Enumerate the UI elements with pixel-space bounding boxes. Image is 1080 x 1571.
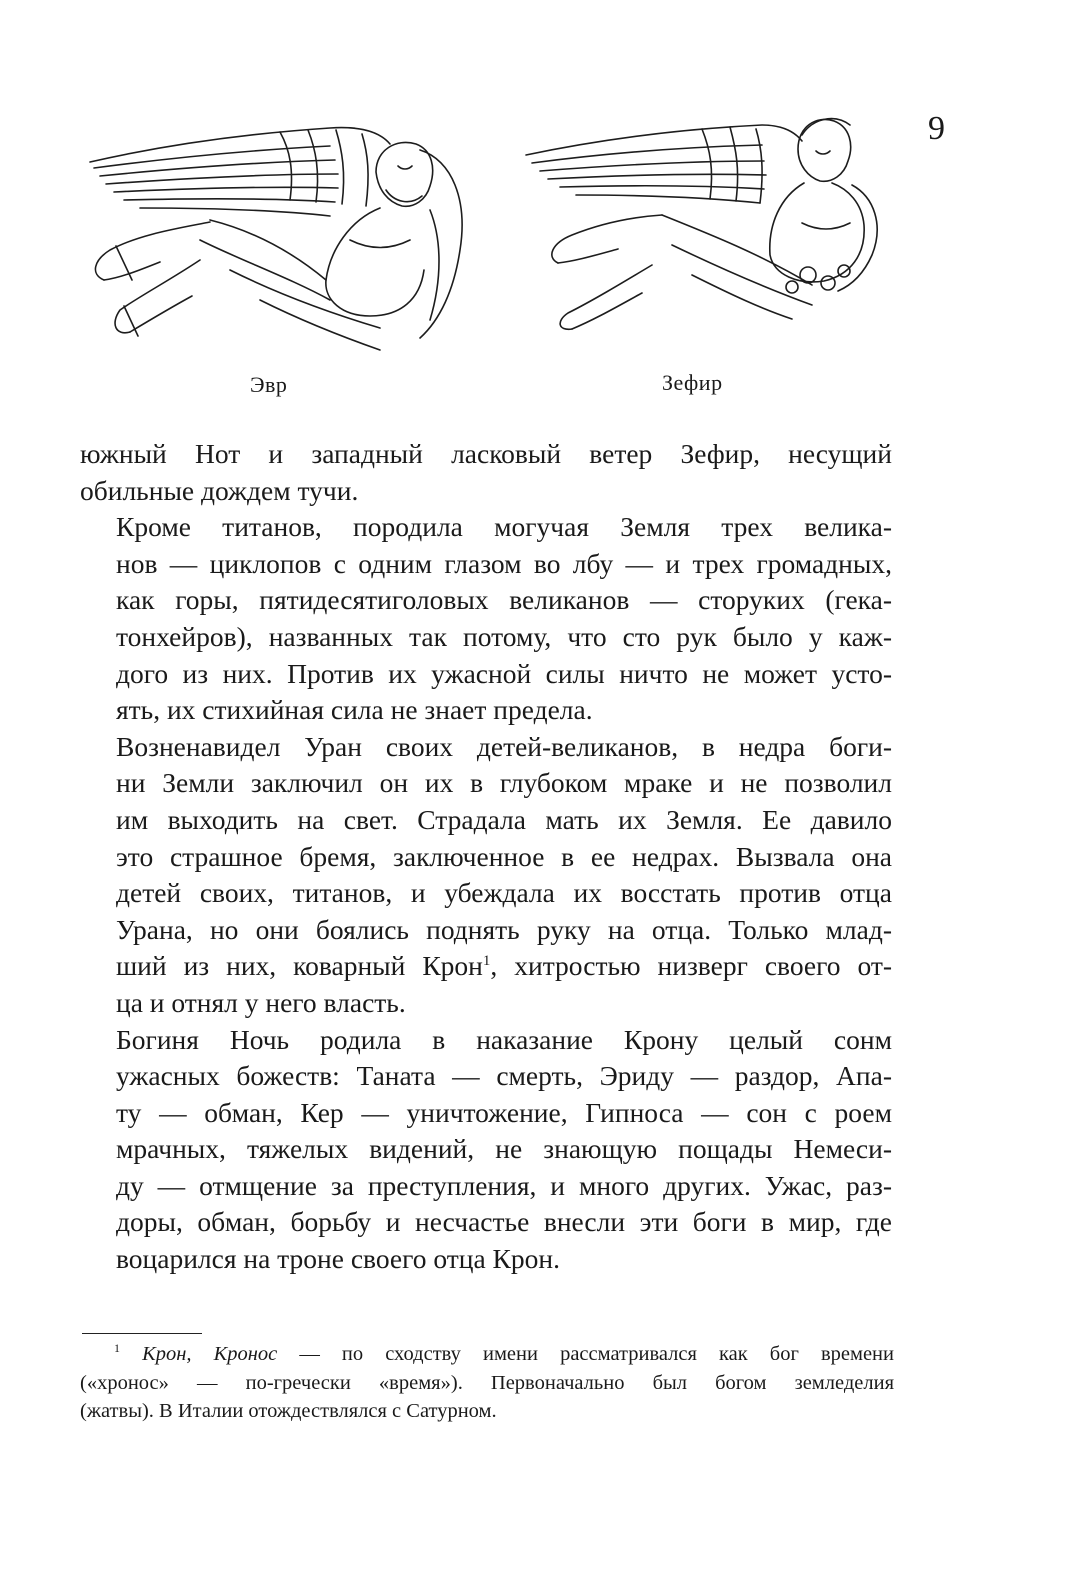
footnote-line: («хронос» — по-гречески «время»). Первоначально был богом земледелия: [80, 1371, 894, 1394]
zefir-engraving: [512, 105, 912, 345]
text-line: детей своих, титанов, и убеждала их восстать против отца: [116, 877, 892, 909]
text-line: нов — циклопов с одним глазом во лбу — и трех громадных,: [116, 547, 892, 579]
footnote-term: Крон, Кронос: [142, 1343, 278, 1365]
text-line: Урана, но они боялись поднять руку на отца. Только млад-: [116, 913, 892, 945]
footnote-divider: [82, 1333, 202, 1334]
body-text: [80, 436, 892, 1278]
text-line: ни Земли заключил он их в глубоком мраке и не позволил: [116, 767, 892, 799]
text-line: мрачных, тяжелых видений, не знающую пощады Немеси-: [116, 1133, 892, 1165]
text-line: Кроме титанов, породила могучая Земля трех велика-: [116, 511, 892, 543]
text-line: ужасных божеств: Таната — смерть, Эриду — раздор, Апа-: [116, 1060, 892, 1092]
text-line: воцарился на троне своего отца Крон.: [116, 1243, 560, 1275]
footnote-line: (жатвы). В Италии отождествлялся с Сатурном.: [80, 1400, 497, 1422]
text-line: Богиня Ночь родила в наказание Крону целый сонм: [116, 1023, 892, 1055]
footnote-ref[interactable]: 1: [482, 953, 491, 970]
text-line: ца и отнял у него власть.: [116, 986, 406, 1018]
text-line: доры, обман, борьбу и несчастье внесли эти боги в мир, где: [116, 1206, 892, 1238]
paragraph-2: [80, 509, 892, 729]
text-line: ту — обман, Кер — уничтожение, Гипноса — сон с роем: [116, 1096, 892, 1128]
footnote-line: [80, 1340, 894, 1369]
text-line-with-note: [80, 948, 892, 985]
paragraph-4: [80, 1022, 892, 1278]
footnote-text: — по сходству имени рассматривался как бог времени: [277, 1343, 894, 1365]
text-line: обильные дождем тучи.: [80, 474, 359, 506]
text-fragment: ший из них, коварный Крон: [116, 950, 483, 982]
caption-zefir: Зефир: [662, 370, 723, 395]
text-line: Возненавидел Уран своих детей-великанов, в недра боги-: [116, 730, 892, 762]
text-line: тонхейров), названных так потому, что сто рук было у каж-: [116, 620, 892, 652]
text-line: как горы, пятидесятиголовых великанов — сторуких (гека-: [116, 584, 892, 616]
text-fragment: , хитростью низверг своего от-: [490, 950, 893, 982]
footnote: [80, 1340, 894, 1426]
text-line: ду — отмщение за преступления, и много других. Ужас, раз-: [116, 1169, 892, 1201]
footnote-marker: 1: [114, 1341, 120, 1356]
text-line: дого из них. Против их ужасной силы ничто не может усто-: [116, 657, 892, 689]
text-line: им выходить на свет. Страдала мать их Земля. Ее давило: [116, 803, 892, 835]
text-line: ять, их стихийная сила не знает предела.: [116, 694, 593, 726]
text-line: это страшное бремя, заключенное в ее недрах. Вызвала она: [116, 840, 892, 872]
paragraph-3: [80, 729, 892, 1022]
paragraph-1: [80, 436, 892, 509]
page-number: 9: [928, 110, 945, 147]
text-line: южный Нот и западный ласковый ветер Зефир, несущий: [80, 438, 892, 469]
caption-evr: Эвр: [250, 372, 288, 397]
evr-engraving: [80, 110, 480, 370]
